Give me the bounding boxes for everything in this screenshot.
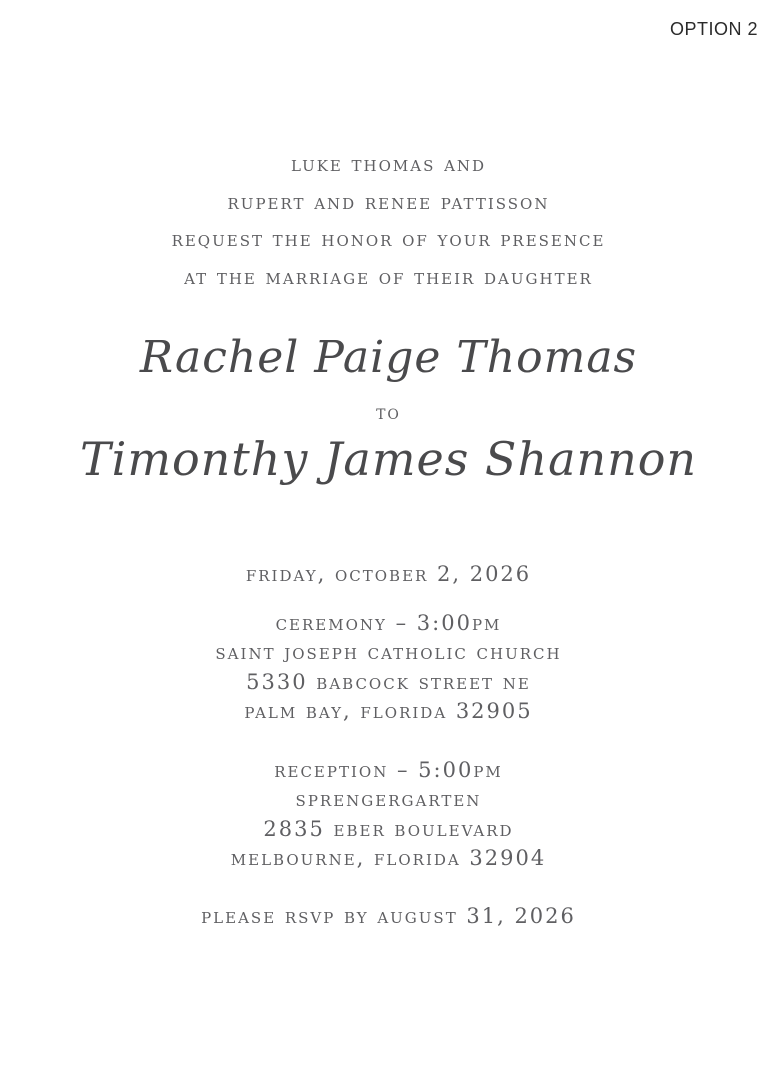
wedding-date: [0, 560, 777, 588]
groom-name: Timonthy James Shannon: [79, 432, 698, 486]
ceremony-street: 5330 babcock street ne: [246, 669, 531, 694]
connector-text: [0, 400, 777, 424]
ceremony-city: palm bay, florida 32905: [244, 698, 533, 723]
date-text: friday, october 2, 2026: [245, 562, 532, 586]
reception-time: reception – 5:00pm: [274, 758, 503, 782]
rsvp-text: please rsvp by august 31, 2026: [201, 904, 576, 928]
hosts-line: request the honor of your presence: [171, 227, 606, 251]
hosts-line: luke thomas and: [290, 152, 487, 176]
ceremony-venue: saint joseph catholic church: [215, 640, 562, 665]
hosts-line: at the marriage of their daughter: [184, 264, 593, 289]
ceremony-block: [0, 609, 777, 726]
hosts-line: rupert and renee pattisson: [227, 189, 550, 214]
reception-venue: sprengergarten: [295, 787, 482, 812]
bride-name: Rachel Paige Thomas: [139, 332, 638, 383]
reception-street: 2835 eber boulevard: [263, 816, 514, 841]
hosts-block: [0, 146, 777, 296]
connector-label: to: [376, 400, 401, 424]
rsvp-line: [0, 902, 777, 930]
ceremony-time: ceremony – 3:00pm: [275, 611, 502, 635]
option-label: OPTION 2: [669, 19, 758, 39]
reception-city: melbourne, florida 32904: [230, 845, 547, 870]
reception-block: [0, 756, 777, 873]
